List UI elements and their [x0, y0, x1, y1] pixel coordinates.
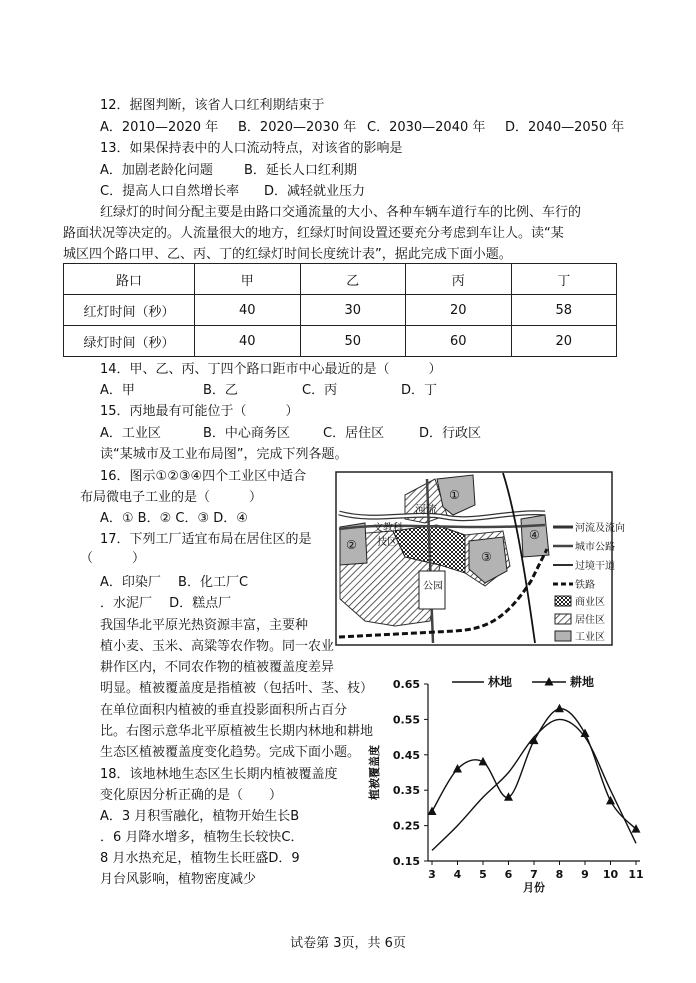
- y-tick-label: 0.55: [392, 713, 420, 727]
- x-tick-label: 9: [581, 868, 589, 881]
- q14-option-a: A．甲: [100, 383, 135, 398]
- legend-commercial-symbol: [555, 596, 571, 606]
- table-cell: 红灯时间（秒）: [64, 295, 195, 326]
- table-cell: 绿灯时间（秒）: [64, 326, 195, 357]
- table-row: [64, 326, 617, 357]
- x-axis-title: 月份: [523, 881, 545, 894]
- x-tick-label: 8: [555, 868, 564, 881]
- x-tick-label: 6: [504, 868, 513, 881]
- legend-industrial: 工业区: [575, 632, 605, 643]
- page-footer: 试卷第 3页，共 6页: [290, 936, 406, 951]
- map-label-park: 公园: [423, 581, 443, 592]
- q12-stem: 12．据图判断，该省人口红利期结束于: [100, 98, 325, 113]
- map-label-culture: 文教科: [373, 523, 403, 534]
- table-cell: 20: [511, 326, 617, 357]
- series-line-cropland: [432, 709, 636, 829]
- veg-intro-line5: 在单位面积内植被的垂直投影面积所占百分: [100, 703, 348, 718]
- table-cell: 40: [195, 326, 301, 357]
- map-label-zone-4: ④: [529, 528, 540, 542]
- q18-line3: A．3 月积雪融化，植物开始生长B: [100, 809, 300, 824]
- q17-line2: （ ）: [80, 551, 146, 566]
- q17-line4: ．水泥厂 D．糕点厂: [100, 596, 232, 611]
- legend-industrial-symbol: [555, 631, 571, 641]
- veg-intro-line3: 耕作区内，不同农作物的植被覆盖度差异: [100, 660, 335, 675]
- q13-stem: 13．如果保持表中的人口流动特点，对该省的影响是: [100, 141, 403, 156]
- table-header-cell: 甲: [195, 264, 301, 295]
- q18-line6: 月台风影响，植物密度减少: [100, 872, 257, 887]
- table-cell: 60: [406, 326, 512, 357]
- legend-river: 河流及流向: [575, 523, 625, 534]
- legend-commercial: 商业区: [575, 597, 605, 608]
- q16-line2: 布局微电子工业的是（ ）: [80, 490, 263, 505]
- y-tick-label: 0.25: [392, 819, 420, 833]
- table-header-row: [64, 264, 617, 295]
- x-tick-label: 7: [530, 868, 538, 881]
- q13-option-b: B．延长人口红利期: [244, 163, 357, 178]
- table-header-cell: 乙: [300, 264, 406, 295]
- q15-stem: 15．丙地最有可能位于（ ）: [100, 404, 299, 419]
- veg-intro-line4: 明显。植被覆盖度是指植被（包括叶、茎、枝）: [100, 681, 374, 696]
- table-header-cell: 路口: [64, 264, 195, 295]
- traffic-intro-line1: 红绿灯的时间分配主要是由路口交通流量的大小、各种车辆车道行车的比例、车行的: [100, 205, 582, 220]
- legend-highway: 过境干道: [575, 561, 615, 572]
- table-cell: 50: [300, 326, 406, 357]
- q16-options: A．① B．② C．③ D．④: [100, 511, 248, 526]
- q13-option-a: A．加剧老龄化问题: [100, 163, 213, 178]
- q15-option-a: A．工业区: [100, 426, 161, 441]
- veg-intro-line1: 我国华北平原光热资源丰富，主要种: [100, 618, 309, 633]
- q17-line1: 17．下列工厂适宜布局在居住区的是: [100, 532, 312, 547]
- q12-option-c: C．2030—2040 年: [367, 120, 486, 135]
- veg-intro-line7: 生态区植被覆盖度变化趋势。完成下面小题。: [100, 745, 361, 760]
- q12-option-d: D．2040—2050 年: [505, 120, 625, 135]
- legend-railway: 铁路: [575, 580, 595, 591]
- x-tick-label: 5: [479, 868, 487, 881]
- legend-cropland-marker: [545, 677, 554, 686]
- q18-line2: 变化原因分析正确的是（ ）: [100, 788, 283, 803]
- y-tick-label: 0.65: [392, 678, 420, 691]
- q15-option-c: C．居住区: [323, 426, 385, 441]
- map-label-zone-3: ③: [481, 550, 492, 564]
- table-header-cell: 丙: [406, 264, 512, 295]
- legend-forest-label: 林地: [488, 675, 513, 689]
- legend-road: 城市公路: [575, 542, 615, 553]
- map-label-zone-2: ②: [346, 538, 357, 552]
- q15-option-b: B．中心商务区: [203, 426, 290, 441]
- table-cell: 58: [511, 295, 617, 326]
- q12-option-a: A．2010—2020 年: [100, 120, 219, 135]
- q18-line4: ．6 月降水增多，植物生长较快C．: [100, 830, 304, 845]
- map-intro: 读“某城市及工业布局图”，完成下列各题。: [100, 447, 348, 462]
- veg-intro-line2: 植小麦、玉米、高粱等农作物。同一农业: [100, 639, 335, 654]
- traffic-intro-line3: 城区四个路口甲、乙、丙、丁的红绿灯时间长度统计表”，据此完成下面小题。: [63, 247, 512, 262]
- x-tick-label: 10: [602, 868, 619, 881]
- x-tick-label: 11: [628, 868, 644, 881]
- map-label-river: 河流: [415, 503, 437, 516]
- q13-option-c: C．提高人口自然增长率: [100, 184, 240, 199]
- q16-line1: 16．图示①②③④四个工业区中适合: [100, 469, 307, 484]
- x-tick-label: 3: [428, 868, 436, 881]
- cropland-point: [555, 704, 564, 713]
- q14-option-b: B．乙: [203, 383, 238, 398]
- q15-option-d: D．行政区: [419, 426, 482, 441]
- legend-cropland-label: 耕地: [570, 675, 595, 689]
- cropland-point: [428, 806, 437, 815]
- legend-residential-symbol: [555, 614, 571, 624]
- city-industry-map: [335, 471, 625, 646]
- table-header-cell: 丁: [511, 264, 617, 295]
- q14-option-d: D．丁: [401, 383, 438, 398]
- veg-intro-line6: 比。右图示意华北平原植被生长期内林地和耕地: [100, 724, 374, 739]
- map-label-tech: 技区: [377, 537, 397, 548]
- y-tick-label: 0.35: [392, 784, 420, 798]
- q14-option-c: C．丙: [302, 383, 338, 398]
- y-tick-label: 0.45: [392, 748, 420, 762]
- q13-option-d: D．减轻就业压力: [264, 184, 366, 199]
- traffic-light-table: [63, 263, 617, 357]
- q12-option-b: B．2020—2030 年: [238, 120, 357, 135]
- q18-line5: 8 月水热充足，植物生长旺盛D．9: [100, 851, 300, 866]
- q18-line1: 18．该地林地生态区生长期内植被覆盖度: [100, 767, 338, 782]
- table-cell: 30: [300, 295, 406, 326]
- y-tick-label: 0.15: [392, 855, 420, 868]
- x-tick-label: 4: [453, 868, 462, 881]
- map-label-zone-1: ①: [449, 488, 460, 502]
- q14-stem: 14．甲、乙、丙、丁四个路口距市中心最近的是（ ）: [100, 362, 442, 377]
- table-row: [64, 295, 617, 326]
- vegetation-coverage-chart: [360, 670, 650, 900]
- traffic-intro-line2: 路面状况等决定的。人流量很大的地方，红绿灯时间设置还要充分考虑到车让人。读“某: [63, 226, 564, 241]
- q17-line3: A．印染厂 B．化工厂C: [100, 575, 249, 590]
- table-cell: 20: [406, 295, 512, 326]
- y-axis-title: 植被覆盖度: [368, 745, 381, 800]
- table-cell: 40: [195, 295, 301, 326]
- legend-residential: 居住区: [575, 615, 605, 626]
